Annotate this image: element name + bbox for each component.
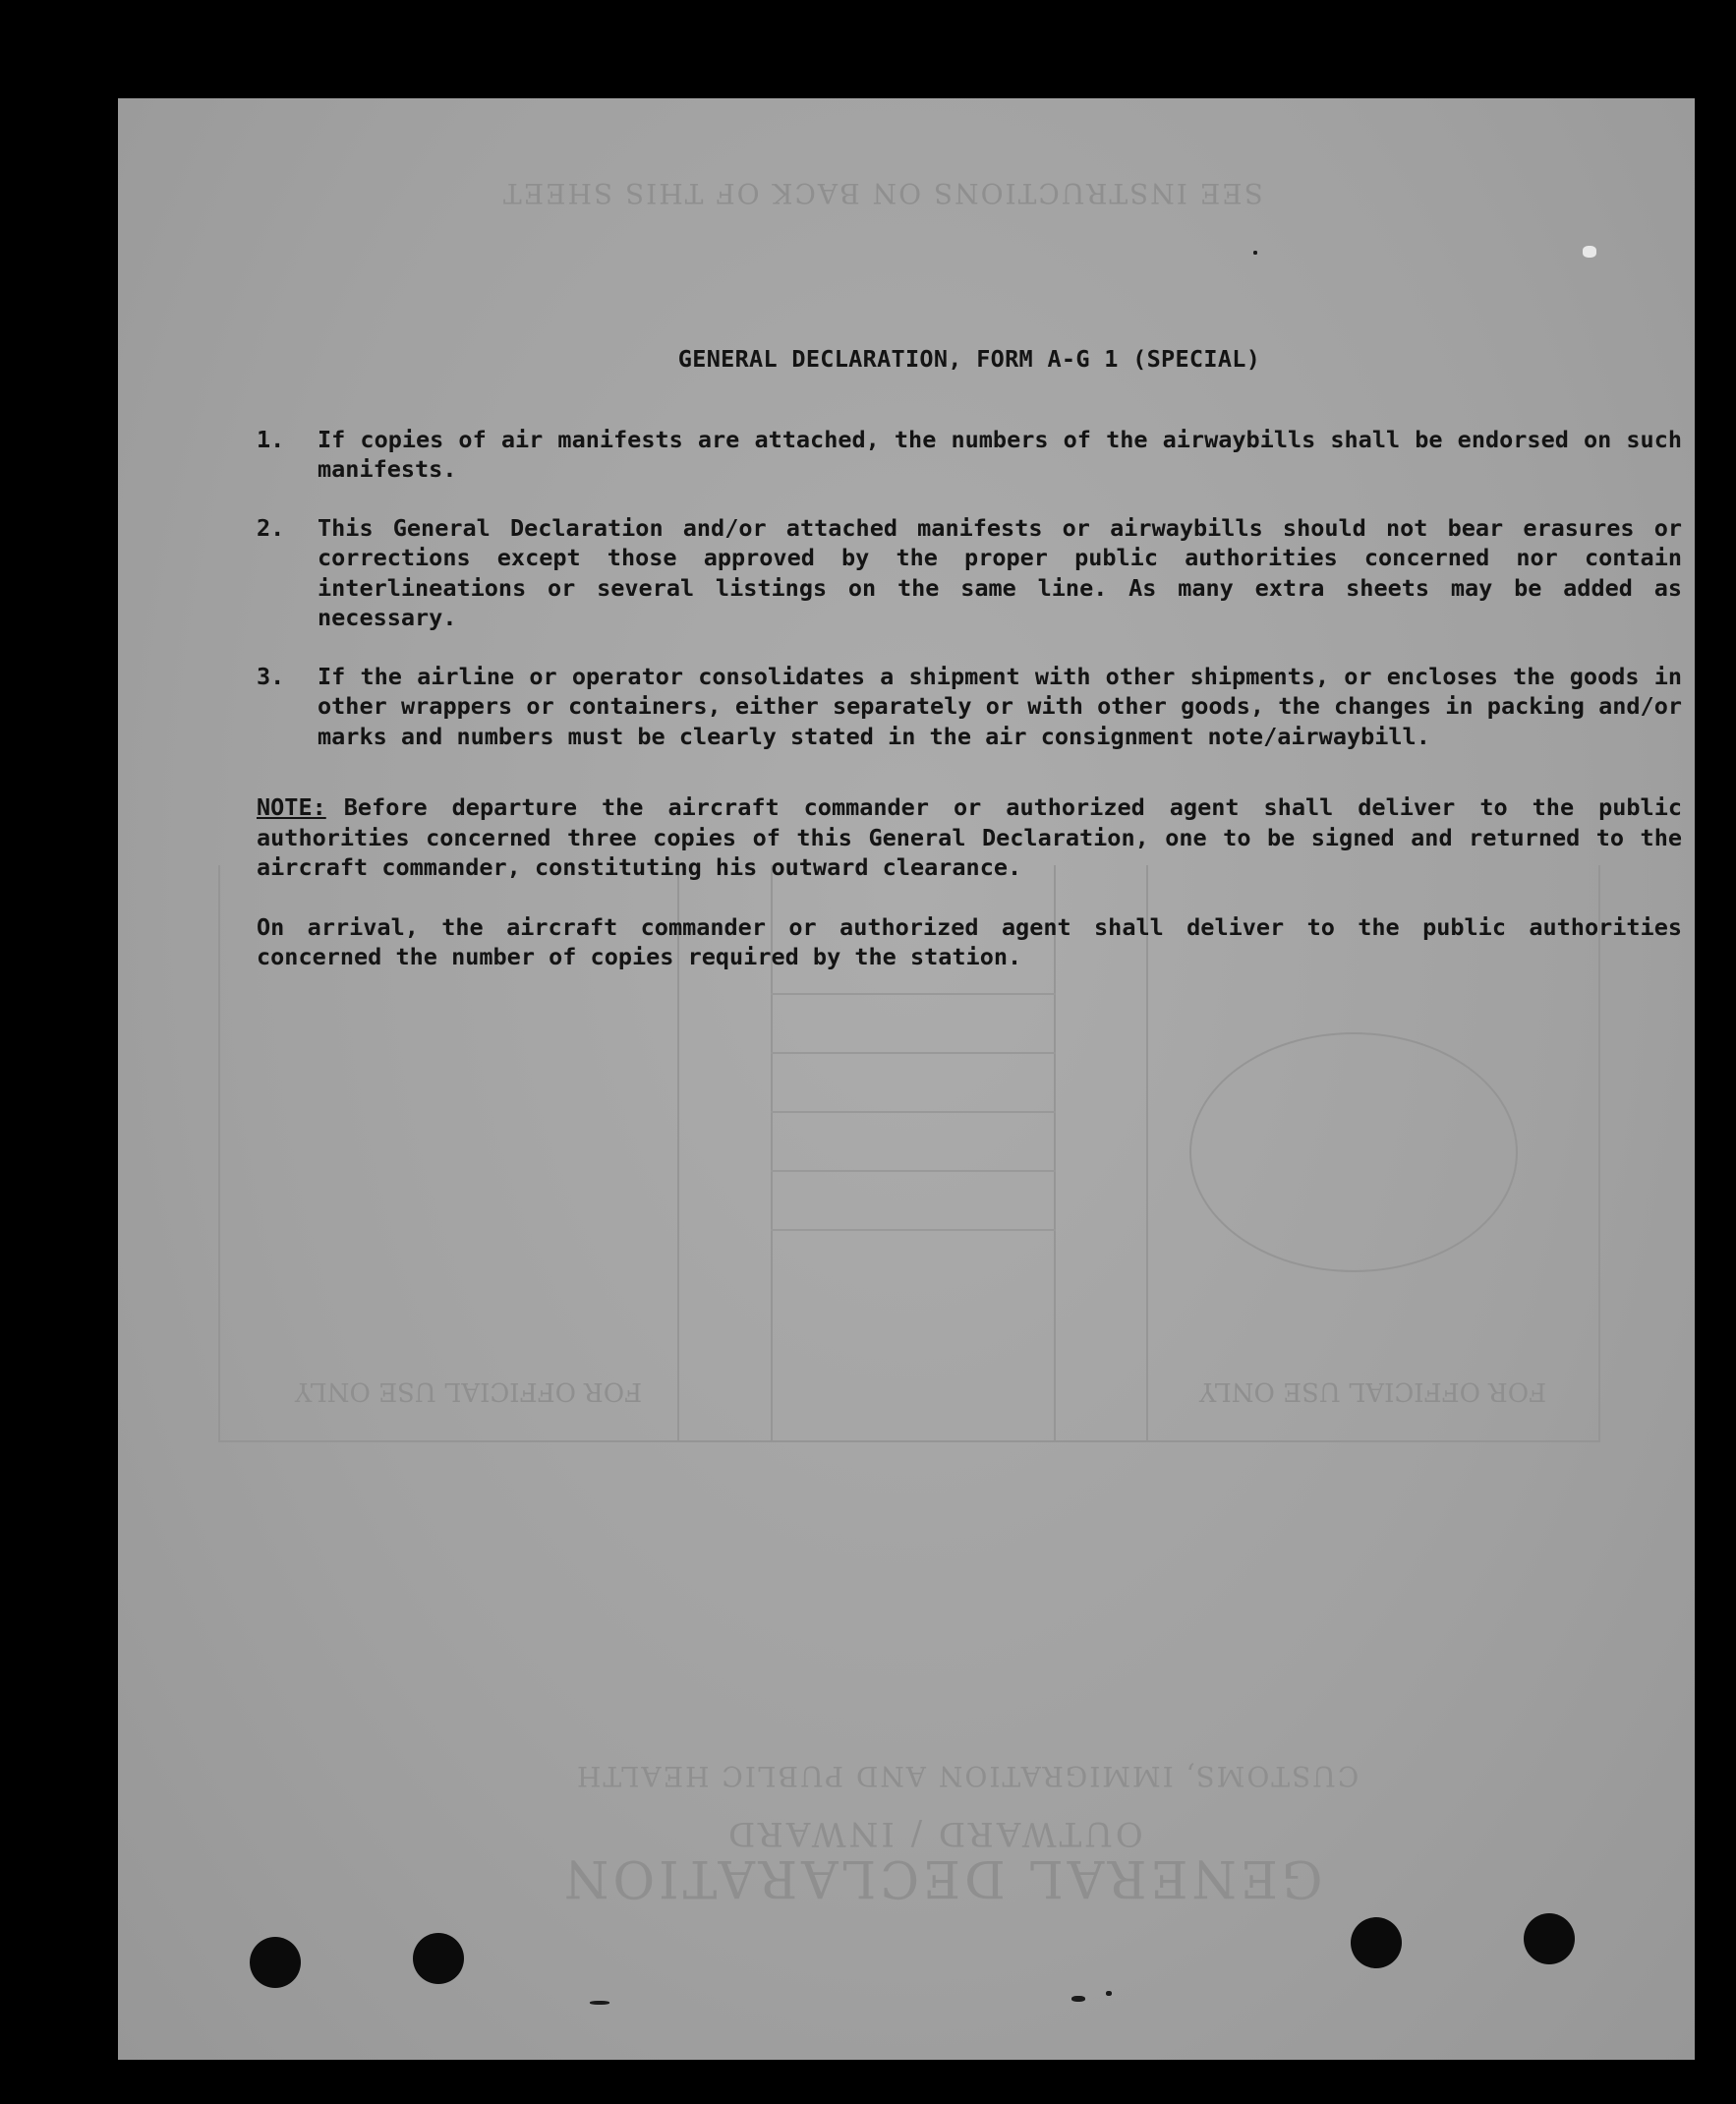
bleed-through-heading: GENERAL DECLARATION bbox=[560, 1848, 1323, 1907]
item-number: 3. bbox=[257, 662, 285, 690]
item-number: 2. bbox=[257, 513, 285, 542]
note-text: Before departure the aircraft commander or authorized agent shall deliver to the public authorities concerned three copies of this General Declaration, one to be signed and returned to the aircraft commander, constituting his outward clearance. bbox=[257, 793, 1682, 881]
bleed-through-top-line: SEE INSTRUCTIONS ON BACK OF THIS SHEET bbox=[501, 177, 1263, 209]
punch-hole bbox=[413, 1933, 464, 1984]
paper-speck bbox=[1106, 1991, 1112, 1996]
faded-stamp bbox=[1189, 1032, 1518, 1272]
grid-line bbox=[771, 1111, 1056, 1113]
instruction-item bbox=[257, 425, 1682, 485]
grid-line bbox=[771, 1170, 1056, 1172]
bleed-through-official-use-right: FOR OFFICIAL USE ONLY bbox=[1199, 1376, 1547, 1406]
item-text: This General Declaration and/or attached manifests or airwaybills should not bear erasures or corrections except those approved by the proper public authorities concerned nor contain interlineations or several listings on the same line. As many extra sheets may be added as necessary. bbox=[318, 513, 1682, 631]
bleed-through-official-use-left: FOR OFFICIAL USE ONLY bbox=[295, 1376, 643, 1406]
paper-speck bbox=[590, 2001, 609, 2005]
paper-speck bbox=[1583, 246, 1596, 258]
bleed-through-subheading: OUTWARD / INWARD bbox=[725, 1814, 1143, 1853]
punch-hole bbox=[1524, 1913, 1575, 1964]
paper-speck bbox=[1253, 251, 1257, 255]
item-text: If the airline or operator consolidates a shipment with other shipments, or encloses the goods in other wrappers or containers, either separately or with other goods, the changes in packing and/or marks and numbers must be clearly stated in the air consignment note/airwaybill. bbox=[318, 662, 1682, 750]
paper-speck bbox=[1071, 1996, 1085, 2002]
page-title: GENERAL DECLARATION, FORM A-G 1 (SPECIAL) bbox=[677, 345, 1261, 373]
instructions-block bbox=[257, 344, 1682, 972]
item-number: 1. bbox=[257, 425, 285, 453]
note-paragraph bbox=[257, 792, 1682, 883]
item-text: If copies of air manifests are attached, the numbers of the airwaybills shall be endorsed on such manifests. bbox=[318, 425, 1682, 483]
arrival-paragraph: On arrival, the aircraft commander or authorized agent shall deliver to the public authorities concerned the number of copies required by the station. bbox=[257, 912, 1682, 970]
grid-line bbox=[771, 1229, 1056, 1231]
note-label: NOTE: bbox=[257, 793, 326, 821]
instruction-item bbox=[257, 513, 1682, 633]
grid-line bbox=[771, 993, 1056, 995]
punch-hole bbox=[250, 1937, 301, 1988]
grid-line bbox=[771, 1052, 1056, 1054]
instruction-item bbox=[257, 662, 1682, 752]
punch-hole bbox=[1351, 1917, 1402, 1968]
bleed-through-line-1: CUSTOMS, IMMIGRATION AND PUBLIC HEALTH bbox=[575, 1760, 1360, 1792]
document-sheet bbox=[118, 98, 1695, 2060]
